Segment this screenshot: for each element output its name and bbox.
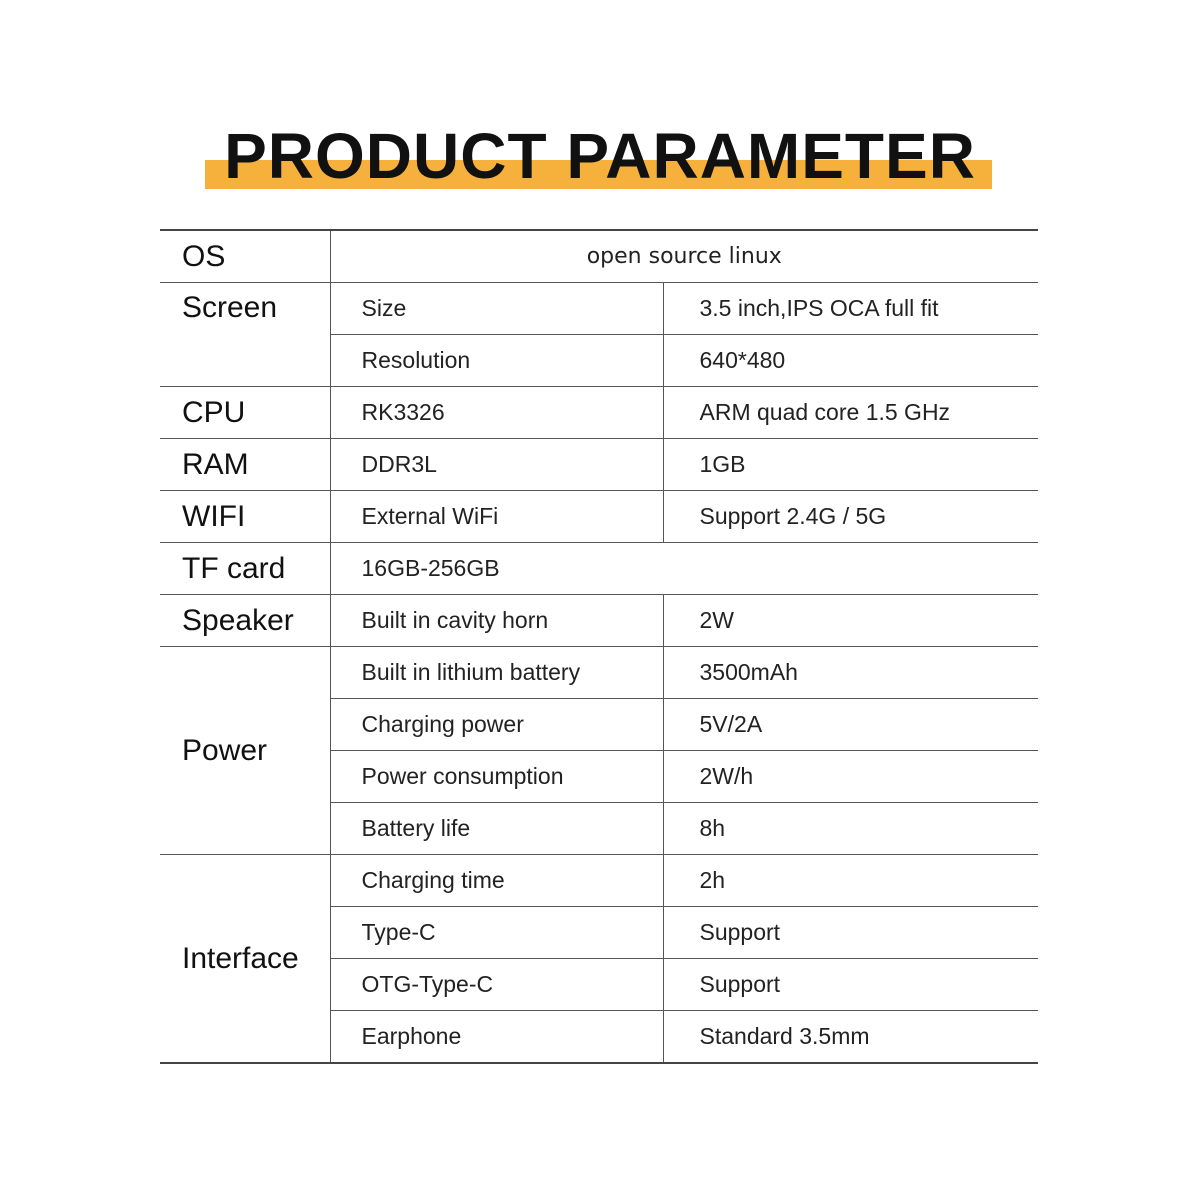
value-interface-type-c: Support <box>663 907 1038 959</box>
row-ram <box>160 439 1038 491</box>
parameter-table <box>160 229 1038 1064</box>
value-interface-charging-time: 2h <box>663 855 1038 907</box>
key-power-battery: Built in lithium battery <box>330 647 663 699</box>
value-cpu: ARM quad core 1.5 GHz <box>663 387 1038 439</box>
category-ram: RAM <box>160 439 330 491</box>
key-interface-charging-time: Charging time <box>330 855 663 907</box>
row-interface-charging-time <box>160 855 1038 907</box>
category-os: OS <box>160 230 330 283</box>
value-os: open source linux <box>330 230 1038 283</box>
value-wifi: Support 2.4G / 5G <box>663 491 1038 543</box>
key-interface-type-c: Type-C <box>330 907 663 959</box>
category-wifi: WIFI <box>160 491 330 543</box>
value-screen-size: 3.5 inch,IPS OCA full fit <box>663 283 1038 335</box>
key-power-charging: Charging power <box>330 699 663 751</box>
value-screen-resolution: 640*480 <box>663 335 1038 387</box>
key-power-consumption: Power consumption <box>330 751 663 803</box>
key-interface-otg: OTG-Type-C <box>330 959 663 1011</box>
title-block <box>0 118 1200 198</box>
key-screen-size: Size <box>330 283 663 335</box>
value-power-battery-life: 8h <box>663 803 1038 855</box>
category-speaker: Speaker <box>160 595 330 647</box>
row-cpu <box>160 387 1038 439</box>
value-interface-otg: Support <box>663 959 1038 1011</box>
category-tf-card: TF card <box>160 543 330 595</box>
value-tf-card: 16GB-256GB <box>330 543 1038 595</box>
value-power-charging: 5V/2A <box>663 699 1038 751</box>
value-interface-earphone: Standard 3.5mm <box>663 1011 1038 1064</box>
page-title: PRODUCT PARAMETER <box>224 120 976 192</box>
row-screen-size <box>160 283 1038 335</box>
key-cpu: RK3326 <box>330 387 663 439</box>
value-power-consumption: 2W/h <box>663 751 1038 803</box>
category-power: Power <box>160 647 330 855</box>
category-interface: Interface <box>160 855 330 1064</box>
row-wifi <box>160 491 1038 543</box>
row-power-battery <box>160 647 1038 699</box>
key-screen-resolution: Resolution <box>330 335 663 387</box>
value-power-battery: 3500mAh <box>663 647 1038 699</box>
value-ram: 1GB <box>663 439 1038 491</box>
row-tf-card <box>160 543 1038 595</box>
key-interface-earphone: Earphone <box>330 1011 663 1064</box>
row-speaker <box>160 595 1038 647</box>
category-screen: Screen <box>160 283 330 387</box>
value-speaker: 2W <box>663 595 1038 647</box>
key-speaker: Built in cavity horn <box>330 595 663 647</box>
category-cpu: CPU <box>160 387 330 439</box>
key-power-battery-life: Battery life <box>330 803 663 855</box>
row-os <box>160 230 1038 283</box>
key-ram: DDR3L <box>330 439 663 491</box>
key-wifi: External WiFi <box>330 491 663 543</box>
